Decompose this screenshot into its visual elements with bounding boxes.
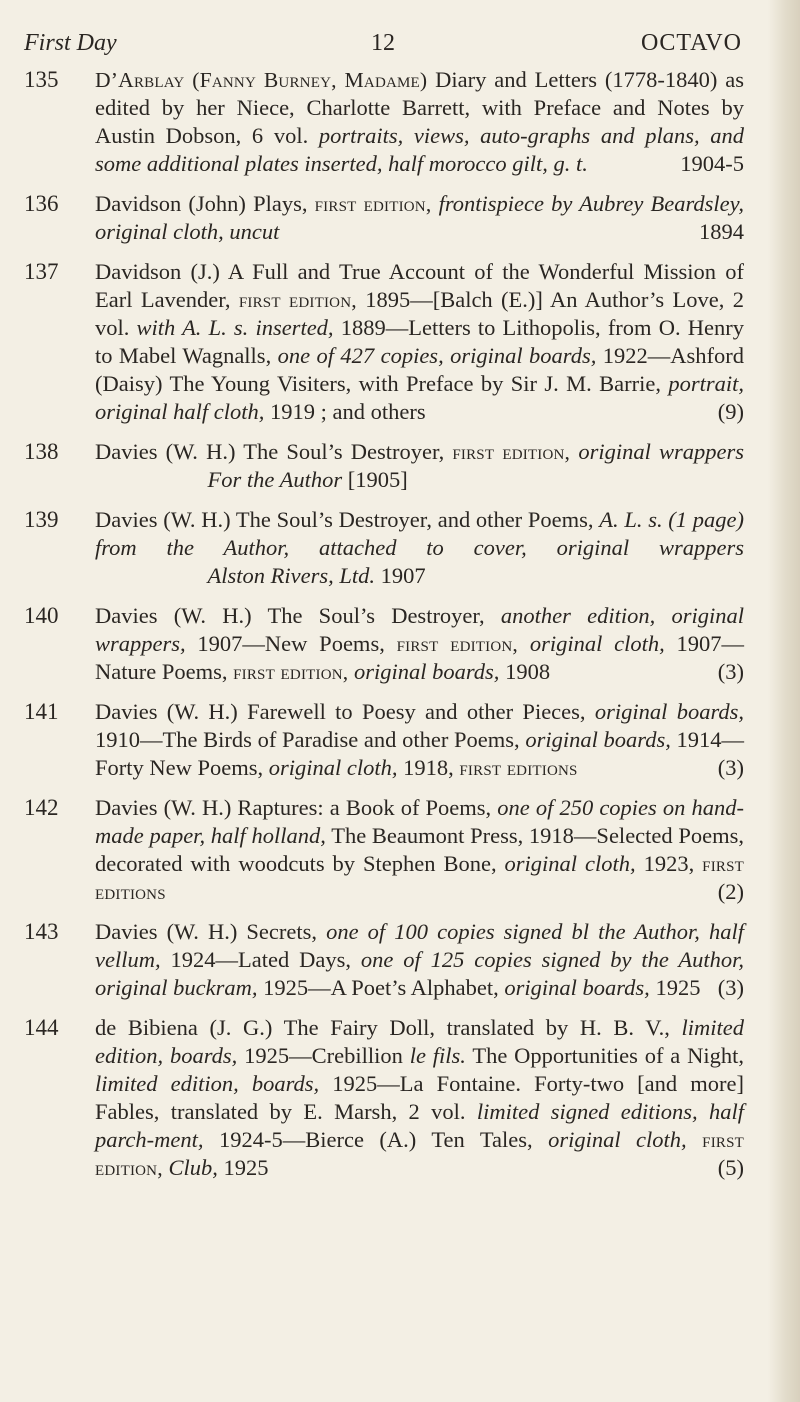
lot-text-segment: 1925 [649,975,701,1000]
lot-text-segment: A. L. s. (1 page) from the Author, attached to cover, original wrappers [95,507,744,560]
lot-text-segment: Davies (W. H.) The Soul’s Destroyer, [95,603,501,628]
lot-number: 139 [24,507,59,532]
lot-text-segment: Davies (W. H.) Raptures: a Book of Poems, [95,795,498,820]
lot-text-segment: D’Arblay (Fanny Burney, Madame) [95,68,428,92]
lot-date-or-count: (3) [717,755,744,780]
lot-description [95,66,744,178]
lot-text-segment: Davies (W. H.) The Soul’s Destroyer, and other Poems, [95,507,600,532]
page-number: 12 [371,30,395,56]
lot-text-segment: 1923, [635,851,703,876]
lot-entry [24,258,744,426]
lot-text-segment [95,467,208,492]
lot-description [95,1014,744,1182]
lot-entry [24,506,744,590]
lot-description [95,438,744,494]
lot-text-segment: first edition, [238,288,357,312]
lot-text-segment: another edition, original wrappers, [95,603,744,656]
lot-text-segment: 1908 [499,659,551,684]
lot-text-segment: frontispiece by Aubrey Beardsley, original cloth, uncut [95,191,744,244]
lot-text-segment: Davies (W. H.) The Soul’s Destroyer, [95,439,453,464]
lot-text-segment: 1925—A Poet’s Alphabet, [257,975,505,1000]
lot-text-segment: Davies (W. H.) Farewell to Poesy and other Pieces, [95,699,595,724]
lot-text-segment: original boards, [594,699,744,724]
lot-text-segment: 1907—New Poems, [185,631,397,656]
lot-text-segment: original boards, [348,659,500,684]
lot-text-segment: Alston Rivers, Ltd. [207,563,375,588]
lot-text-segment: original wrappers [570,439,744,464]
lot-text-segment: 1919 ; and others [264,399,426,424]
lot-text-segment: 1907 [375,563,426,588]
lot-text-segment: original boards, [504,975,650,1000]
lot-date-or-count: (3) [717,975,744,1000]
lot-text-segment: For the Author [207,467,343,492]
lot-text-segment: Davidson (John) Plays, [95,191,315,216]
lot-number: 135 [24,67,59,92]
lot-list [24,66,744,1194]
lot-entry [24,918,744,1002]
lot-text-segment: original cloth, [504,851,636,876]
lot-description [95,602,744,686]
lot-text-segment: 1924—Lated Days, [160,947,361,972]
lot-entry [24,1014,744,1182]
lot-entry [24,602,744,686]
lot-entry [24,794,744,906]
lot-text-segment: 1922—Ashford (Daisy) The Young Visiters, with Preface by Sir J. M. Barrie, [95,343,744,396]
lot-date-or-count: (2) [717,879,744,904]
lot-text-segment: de Bibiena (J. G.) The Fairy Doll, translated by H. B. V., [95,1015,682,1040]
lot-text-segment: 1925 [217,1155,269,1180]
lot-text-segment: 1925—Crebillion [237,1043,410,1068]
lot-date-or-count: (3) [717,659,744,684]
lot-text-segment: one of 427 copies, original boards, [277,343,597,368]
lot-text-segment: Davidson (J.) A Full and True Account of the Wonderful Mission of Earl Lavender, [95,259,744,312]
lot-text-segment: first edition, [95,1128,745,1180]
lot-text-segment: first editions [95,852,745,904]
lot-text-segment: one of 125 copies signed by the Author, original buckram, [95,947,744,1000]
lot-number: 143 [24,919,59,944]
lot-text-segment: limited edition, boards, [95,1015,744,1068]
lot-description [95,190,744,246]
lot-text-segment: 1910—The Birds of Paradise and other Poems, [95,727,526,752]
lot-number: 144 [24,1015,59,1040]
lot-number: 140 [24,603,59,628]
lot-description [95,918,744,1002]
lot-entry [24,190,744,246]
lot-number: 138 [24,439,59,464]
lot-description [95,698,744,782]
lot-description [95,506,744,590]
lot-text-segment [687,1127,702,1152]
lot-text-segment [95,563,208,588]
lot-text-segment: original cloth, [518,631,665,656]
lot-entry [24,438,744,494]
lot-text-segment: 1924-5—Bierce (A.) Ten Tales, [203,1127,549,1152]
lot-number: 136 [24,191,59,216]
lot-text-segment: limited signed editions, half parch-ment, [95,1099,744,1152]
lot-entry [24,698,744,782]
lot-date-or-count: 1904-5 [680,151,744,176]
lot-date-or-count: (5) [717,1155,744,1180]
lot-text-segment: first edition, [452,440,571,464]
lot-number: 137 [24,259,59,284]
lot-text-segment: limited edition, boards, [95,1071,320,1096]
lot-text-segment: first editions [459,756,578,780]
lot-text-segment: first edition, [314,192,432,216]
lot-text-segment: portrait, original half cloth, [95,371,744,424]
lot-text-segment: 1925—La Fontaine. Forty-two [and more] Fables, translated by E. Marsh, 2 vol. [95,1071,744,1124]
lot-text-segment: first edition, [396,632,519,656]
lot-text-segment: 1907—Nature Poems, [95,631,744,684]
lot-text-segment: 1914—Forty New Poems, [95,727,745,780]
lot-text-segment: with A. L. s. inserted, [136,315,334,340]
lot-description [95,258,744,426]
lot-text-segment: original boards, [525,727,671,752]
lot-text-segment: Diary and Letters (1778-1840) as edited by her Niece, Charlotte Barrett, with Preface and Notes by Austin Dobson, 6 vol. [95,67,744,148]
page-edge-shadow [768,0,800,1402]
lot-entry [24,66,744,178]
lot-text-segment: Davies (W. H.) Secrets, [95,919,327,944]
lot-text-segment: one of 100 copies signed bl the Author, half vellum, [95,919,744,972]
lot-text-segment: The Beaumont Press, 1918—Selected Poems, decorated with woodcuts by Stephen Bone, [95,823,744,876]
day-label: First Day [24,30,117,56]
lot-text-segment: original cloth, [548,1127,687,1152]
page-header [24,30,742,60]
lot-text-segment: first edition, [233,660,349,684]
lot-text-segment: 1895—[Balch (E.)] An Author’s Love, 2 vol. [95,287,745,340]
lot-text-segment: portraits, views, auto-graphs and plans, and some additional plates inserted, half morocco gilt, g. t. [95,123,744,176]
lot-number: 142 [24,795,59,820]
lot-date-or-count: (9) [717,399,744,424]
lot-number: 141 [24,699,59,724]
lot-date-or-count: 1894 [699,219,744,244]
lot-text-segment: The Opportunities of a Night, [465,1043,745,1068]
lot-text-segment: Club, [162,1155,218,1180]
lot-text-segment: 1918, [397,755,460,780]
format-label: OCTAVO [641,30,742,56]
lot-text-segment: original cloth, [268,755,398,780]
lot-text-segment: one of 250 copies on hand-made paper, half holland, [95,795,744,848]
lot-description [95,794,744,906]
lot-text-segment: le fils. [409,1043,466,1068]
lot-text-segment: [1905] [342,467,408,492]
lot-text-segment: 1889—Letters to Lithopolis, from O. Henry to Mabel Wagnalls, [95,315,744,368]
